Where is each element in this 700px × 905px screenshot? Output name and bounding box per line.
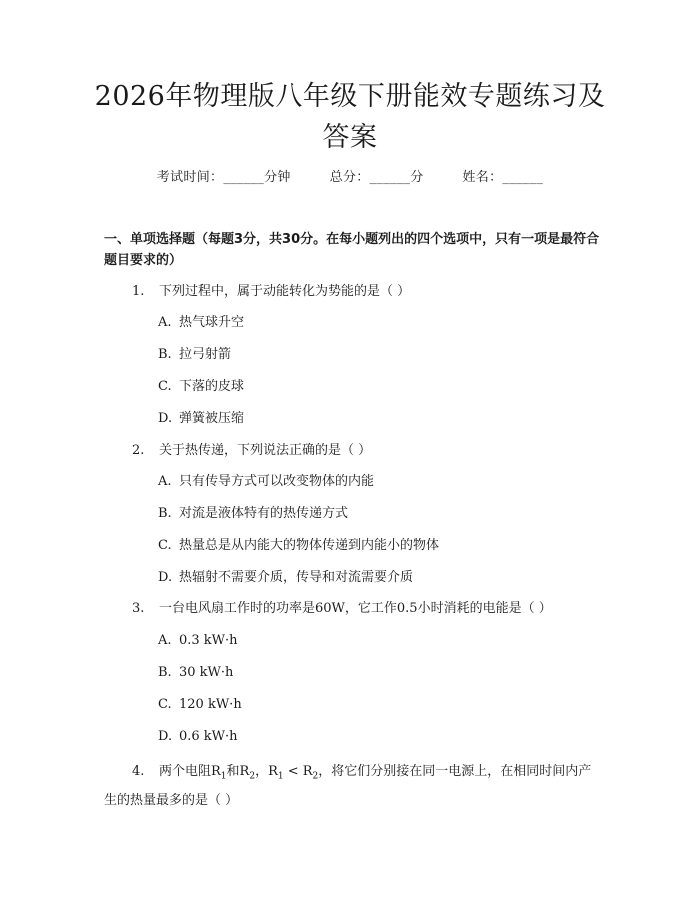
option-1d: D. 弹簧被压缩 xyxy=(158,411,245,426)
exam-time-label: 考试时间： xyxy=(156,170,224,185)
question-number: 2. xyxy=(132,443,145,458)
exam-info-line xyxy=(0,168,700,188)
option-3d: D. 0.6 kW·h xyxy=(158,729,238,744)
question-number: 1. xyxy=(132,284,145,299)
question-4: 4. 两个电阻$R_1$和$R_2$，$R_1 < R_2$，将它们分别接在同一电源上，在相同时间内产生的热量最多的是（ ） xyxy=(104,760,604,812)
question-1 xyxy=(132,281,602,303)
document-title: 2026年物理版八年级下册能效专题练习及答案 xyxy=(94,81,606,153)
question-text: 一台电风扇工作时的功率是60W，它工作0.5小时消耗的电能是（ ） xyxy=(159,601,552,616)
option-3a: A. 0.3 kW·h xyxy=(158,633,238,648)
question-number: 4. xyxy=(132,764,145,779)
total-score-label: 总分： xyxy=(329,170,370,185)
section-heading: 一、单项选择题（每题3分，共30分。在每小题列出的四个选项中，只有一项是最符合题目要求的） xyxy=(104,232,600,268)
name-label: 姓名： xyxy=(462,170,503,185)
option-2b: B. 对流是液体特有的热传递方式 xyxy=(158,506,349,521)
option-1a: A. 热气球升空 xyxy=(158,315,245,330)
question-2 xyxy=(132,440,602,462)
exam-time-blank: ______分钟 xyxy=(223,170,291,185)
question-3 xyxy=(132,598,602,620)
question-number: 3. xyxy=(132,601,145,616)
name-blank: ______ xyxy=(502,170,544,185)
option-3b: B. 30 kW·h xyxy=(158,665,234,680)
question-text: 下列过程中，属于动能转化为势能的是（ ） xyxy=(159,284,411,299)
option-2d: D. 热辐射不需要介质，传导和对流需要介质 xyxy=(158,570,414,585)
option-1b: B. 拉弓射箭 xyxy=(158,347,232,362)
option-2c: C. 热量总是从内能大的物体传递到内能小的物体 xyxy=(158,538,440,553)
option-1c: C. 下落的皮球 xyxy=(158,379,245,394)
question-text: 关于热传递，下列说法正确的是（ ） xyxy=(159,443,372,458)
option-2a: A. 只有传导方式可以改变物体的内能 xyxy=(158,474,375,489)
total-score-blank: ______分 xyxy=(369,170,424,185)
option-3c: C. 120 kW·h xyxy=(158,697,242,712)
